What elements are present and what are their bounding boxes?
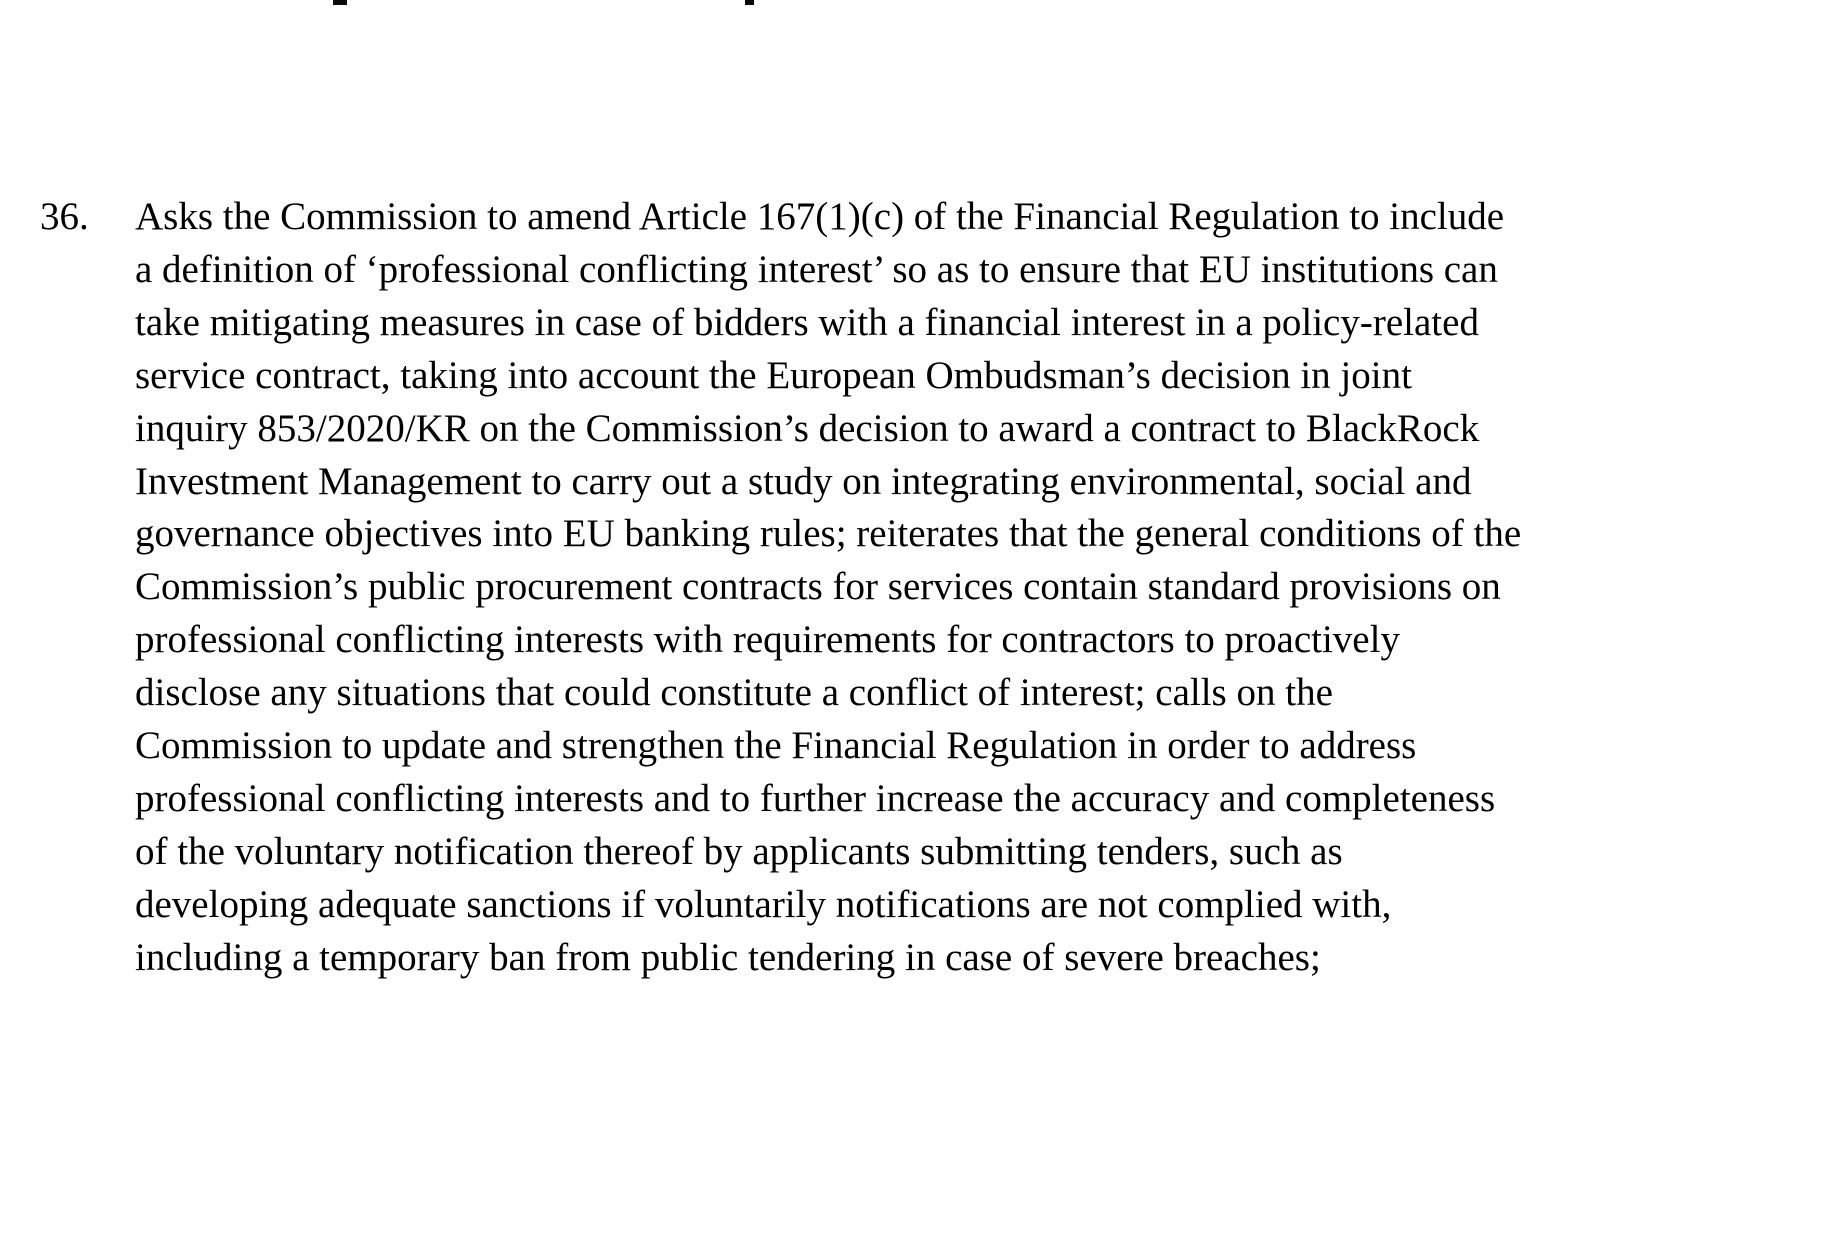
text-line: Commission’s public procurement contracts for services contain standard provisions on — [135, 565, 1501, 609]
text-line: professional conflicting interests and to further increase the accuracy and completeness — [135, 776, 1496, 820]
text-line: of the voluntary notification thereof by applicants submitting tenders, such as — [135, 829, 1343, 873]
paragraph-number: 36. — [40, 195, 89, 238]
text-line: take mitigating measures in case of bidders with a financial interest in a policy-related — [135, 300, 1479, 344]
cropped-text-remnant-right — [745, 0, 754, 5]
paragraph-36-text — [135, 191, 1615, 985]
text-line: developing adequate sanctions if voluntarily notifications are not complied with, — [135, 882, 1392, 926]
text-line: Commission to update and strengthen the Financial Regulation in order to address — [135, 724, 1417, 768]
text-line: Investment Management to carry out a study on integrating environmental, social and — [135, 459, 1472, 503]
text-line: professional conflicting interests with requirements for contractors to proactively — [135, 618, 1400, 662]
cropped-text-remnant-left — [333, 0, 347, 5]
text-line: inquiry 853/2020/KR on the Commission’s decision to award a contract to BlackRock — [135, 406, 1480, 450]
text-line: a definition of ‘professional conflicting interest’ so as to ensure that EU institutions can — [135, 247, 1498, 291]
text-line: including a temporary ban from public tendering in case of severe breaches; — [135, 935, 1321, 979]
text-line: disclose any situations that could constitute a conflict of interest; calls on the — [135, 671, 1333, 715]
text-line: governance objectives into EU banking rules; reiterates that the general conditions of the — [135, 512, 1522, 556]
text-line: service contract, taking into account the European Ombudsman’s decision in joint — [135, 353, 1412, 397]
text-line: Asks the Commission to amend Article 167(1)(c) of the Financial Regulation to include — [135, 195, 1505, 238]
